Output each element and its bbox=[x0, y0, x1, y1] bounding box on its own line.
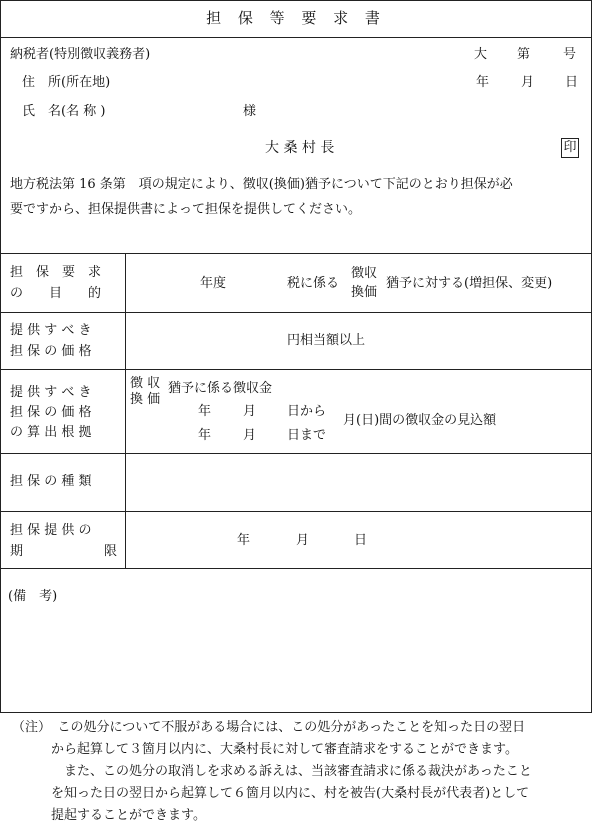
row-divider-1 bbox=[0, 312, 592, 313]
note-line-3: また、この処分の取消しを求める訴えは、当該審査請求に係る裁決があったこと bbox=[12, 764, 532, 779]
document-title: 担 保 等 要 求 書 bbox=[206, 9, 386, 27]
deadline-year: 年 bbox=[237, 533, 251, 548]
deadline-label-2a: 期 bbox=[10, 544, 24, 559]
number-dai: 大 bbox=[474, 47, 488, 62]
date-day: 日 bbox=[565, 75, 579, 90]
note-line-2: から起算して３箇月以内に、大桑村長に対して審査請求をすることができます。 bbox=[12, 742, 518, 757]
deadline-day: 日 bbox=[354, 533, 368, 548]
value-content: 円相当額以上 bbox=[287, 333, 366, 348]
basis-from-month: 月 bbox=[243, 404, 257, 419]
basis-from-year: 年 bbox=[198, 404, 212, 419]
taxpayer-label: 納税者(特別徴収義務者) bbox=[10, 47, 151, 62]
value-label-1: 提 供 す べ き bbox=[10, 323, 92, 338]
basis-label-1: 提 供 す べ き bbox=[10, 385, 92, 400]
header-divider bbox=[0, 253, 592, 254]
type-label: 担 保 の 種 類 bbox=[10, 474, 92, 489]
frame-left bbox=[0, 0, 1, 713]
seal-mark: 印 bbox=[561, 138, 579, 158]
row-divider-2 bbox=[0, 369, 592, 370]
purpose-choshu: 徴収 bbox=[351, 266, 378, 281]
intro-line-1: 地方税法第 16 条第 項の規定により、徴収(換価)猶予について下記のとおり担保が必 bbox=[10, 177, 513, 192]
purpose-kanka: 換価 bbox=[351, 285, 378, 300]
name-label-1: 氏 bbox=[22, 104, 36, 119]
frame-top bbox=[0, 0, 592, 1]
basis-period-text: 月(日)間の徴収金の見込額 bbox=[343, 413, 497, 428]
address-label-2: 所(所在地) bbox=[48, 75, 111, 90]
note-line-1: （注） この処分について不服がある場合には、この処分があったことを知った日の翌日 bbox=[12, 720, 526, 735]
basis-choshu: 徴 収 bbox=[130, 376, 161, 391]
purpose-label-1: 担 保 要 求 bbox=[10, 265, 102, 280]
deadline-label-2b: 限 bbox=[104, 544, 118, 559]
remarks-label: (備 考) bbox=[8, 589, 58, 604]
purpose-label-2: の 目 的 bbox=[10, 286, 102, 301]
note-line-5: 提起することができます。 bbox=[12, 808, 206, 823]
date-year: 年 bbox=[476, 75, 490, 90]
row-divider-4 bbox=[0, 511, 592, 512]
intro-line-2: 要ですから、担保提供書によって担保を提供してください。 bbox=[10, 202, 362, 217]
number-dai2: 第 bbox=[517, 47, 531, 62]
basis-kanka: 換 価 bbox=[130, 392, 161, 407]
deadline-label-1: 担 保 提 供 の bbox=[10, 523, 92, 538]
title-divider bbox=[0, 37, 592, 38]
address-label-1: 住 bbox=[22, 75, 36, 90]
basis-label-3: の 算 出 根 拠 bbox=[10, 425, 92, 440]
frame-bottom bbox=[0, 712, 592, 713]
row-divider-3 bbox=[0, 453, 592, 454]
purpose-rest: 猶予に対する(増担保、変更) bbox=[386, 276, 553, 291]
purpose-nendo: 年度 bbox=[200, 276, 227, 291]
basis-to-month: 月 bbox=[243, 428, 257, 443]
basis-label-2: 担 保 の 価 格 bbox=[10, 405, 92, 420]
basis-to-year: 年 bbox=[198, 428, 212, 443]
basis-line-1: 猶予に係る徴収金 bbox=[168, 381, 273, 396]
name-label-2: 名(名 称 ) bbox=[48, 104, 106, 119]
basis-from-day: 日から bbox=[287, 404, 327, 419]
sama-suffix: 様 bbox=[243, 104, 257, 119]
date-month: 月 bbox=[521, 75, 535, 90]
note-line-4: を知った日の翌日から起算して６箇月以内に、村を被告(大桑村長が代表者)として bbox=[12, 786, 530, 801]
deadline-month: 月 bbox=[296, 533, 310, 548]
issuer-name: 大 桑 村 長 bbox=[265, 140, 335, 156]
value-label-2: 担 保 の 価 格 bbox=[10, 344, 92, 359]
label-column-divider bbox=[125, 253, 126, 569]
number-go: 号 bbox=[563, 47, 577, 62]
purpose-zei: 税に係る bbox=[287, 276, 340, 291]
row-divider-5 bbox=[0, 568, 592, 569]
basis-to-day: 日まで bbox=[287, 428, 327, 443]
